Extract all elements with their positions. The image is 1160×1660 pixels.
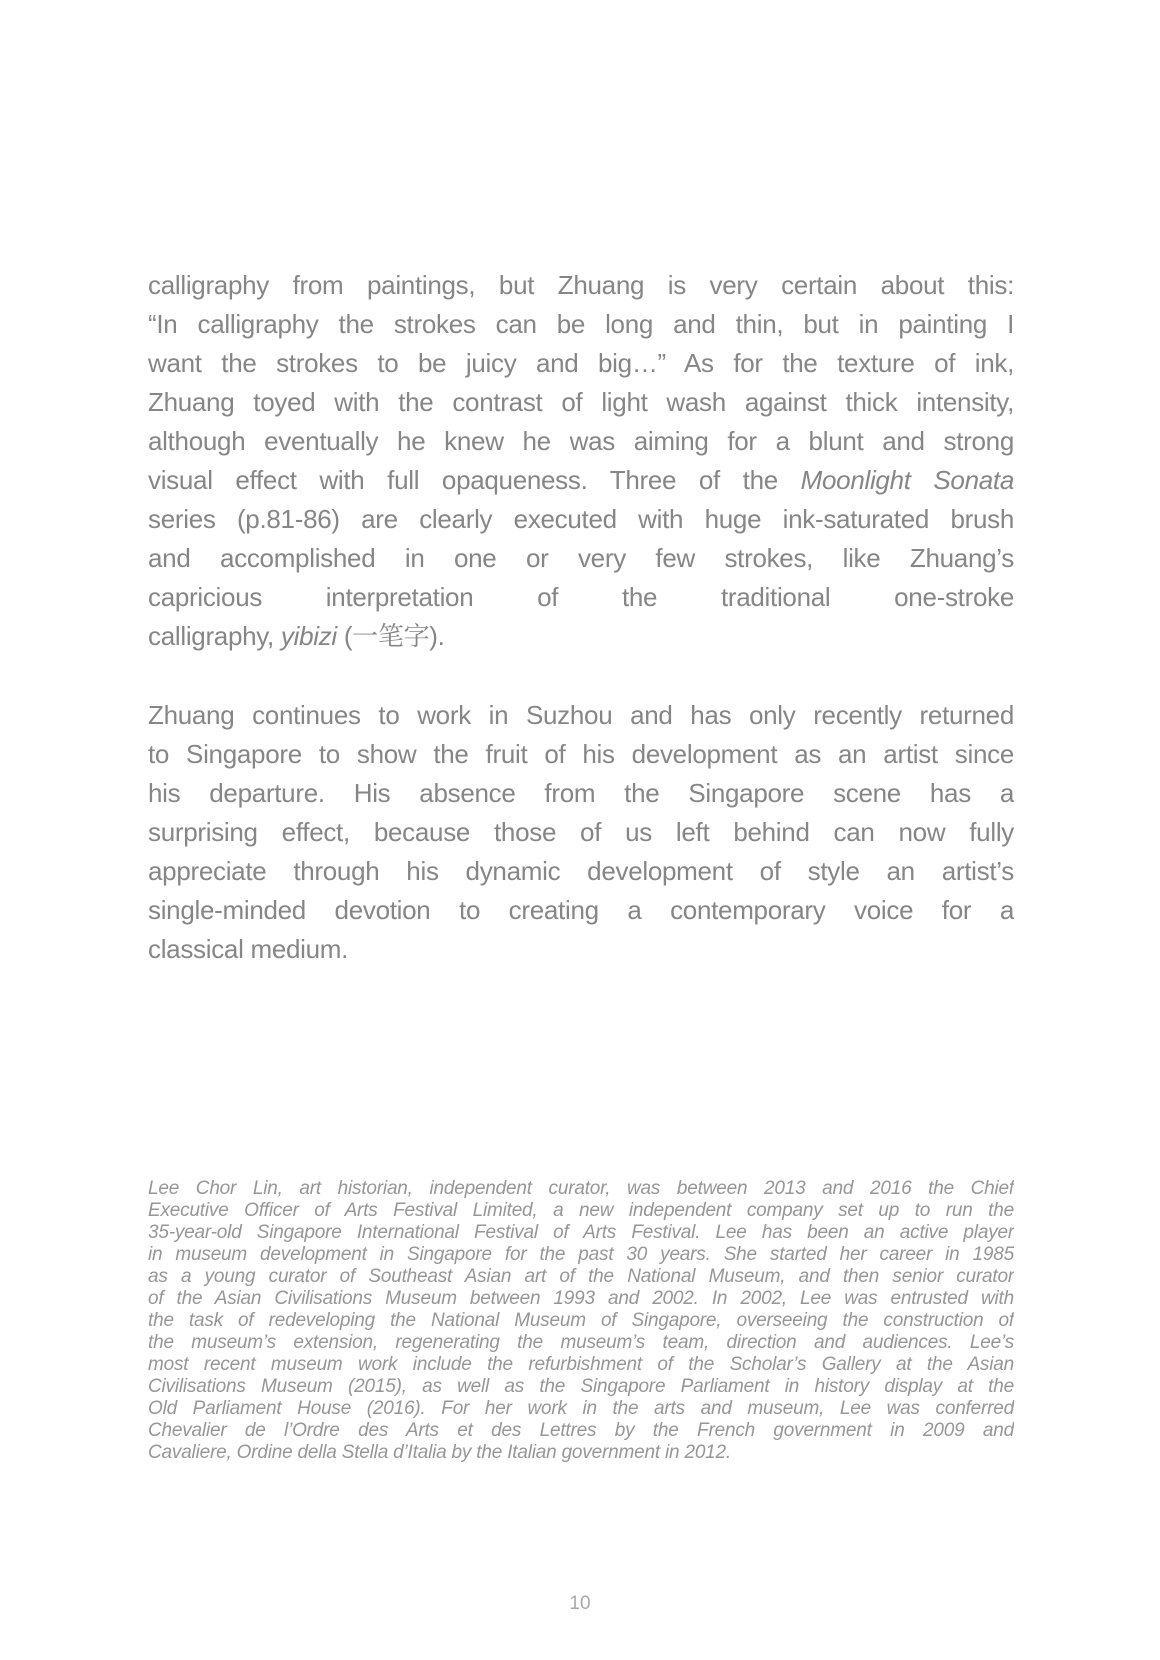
text-line: want the strokes to be juicy and big…” As for the texture of ink, [148, 348, 1014, 378]
page-number: 10 [569, 1593, 591, 1614]
text-line: Executive Officer of Arts Festival Limited, a new independent company set up to run the [148, 1200, 1014, 1221]
text-line: calligraphy, yibizi (一笔字). [148, 621, 445, 651]
text-line: and accomplished in one or very few strokes, like Zhuang’s [148, 543, 1014, 573]
text-line: Old Parliament House (2016). For her work in the arts and museum, Lee was conferred [148, 1398, 1014, 1419]
text-line: single-minded devotion to creating a contemporary voice for a [148, 895, 1014, 925]
text-line: in museum development in Singapore for the past 30 years. She started her career in 1985 [148, 1244, 1014, 1265]
author-bio-note [148, 1178, 1014, 1464]
text-line: Zhuang toyed with the contrast of light wash against thick intensity, [148, 387, 1014, 417]
text-line: classical medium. [148, 934, 349, 964]
text-line: calligraphy from paintings, but Zhuang is very certain about this: [148, 270, 1014, 300]
text-line: of the Asian Civilisations Museum between 1993 and 2002. In 2002, Lee was entrusted with [148, 1288, 1014, 1309]
body-paragraph-2 [148, 696, 1014, 969]
text-line: the museum’s extension, regenerating the museum’s team, direction and audiences. Lee’s [148, 1332, 1014, 1353]
text-line: Chevalier de l’Ordre des Arts et des Lettres by the French government in 2009 and [148, 1420, 1014, 1441]
text-line: visual effect with full opaqueness. Three of the Moonlight Sonata [148, 465, 1014, 495]
text-line: his departure. His absence from the Singapore scene has a [148, 778, 1014, 808]
text-line: capricious interpretation of the traditional one-stroke [148, 582, 1014, 612]
text-line: surprising effect, because those of us left behind can now fully [148, 817, 1014, 847]
body-paragraph-1 [148, 266, 1014, 656]
text-line: Zhuang continues to work in Suzhou and has only recently returned [148, 700, 1014, 730]
text-line: although eventually he knew he was aiming for a blunt and strong [148, 426, 1014, 456]
text-line: Cavaliere, Ordine della Stella d’Italia by the Italian government in 2012. [148, 1442, 731, 1463]
text-line: 35-year-old Singapore International Festival of Arts Festival. Lee has been an active player [148, 1222, 1014, 1243]
text-line: the task of redeveloping the National Museum of Singapore, overseeing the construction of [148, 1310, 1014, 1331]
text-line: most recent museum work include the refurbishment of the Scholar’s Gallery at the Asian [148, 1354, 1014, 1375]
text-line: to Singapore to show the fruit of his development as an artist since [148, 739, 1014, 769]
text-line: “In calligraphy the strokes can be long and thin, but in painting I [148, 309, 1014, 339]
text-line: Civilisations Museum (2015), as well as the Singapore Parliament in history display at the [148, 1376, 1014, 1397]
text-column [148, 266, 1014, 1464]
text-line: as a young curator of Southeast Asian art of the National Museum, and then senior curator [148, 1266, 1014, 1287]
text-line: Lee Chor Lin, art historian, independent curator, was between 2013 and 2016 the Chief [148, 1178, 1014, 1199]
text-line: appreciate through his dynamic development of style an artist’s [148, 856, 1014, 886]
text-line: series (p.81-86) are clearly executed with huge ink-saturated brush [148, 504, 1014, 534]
